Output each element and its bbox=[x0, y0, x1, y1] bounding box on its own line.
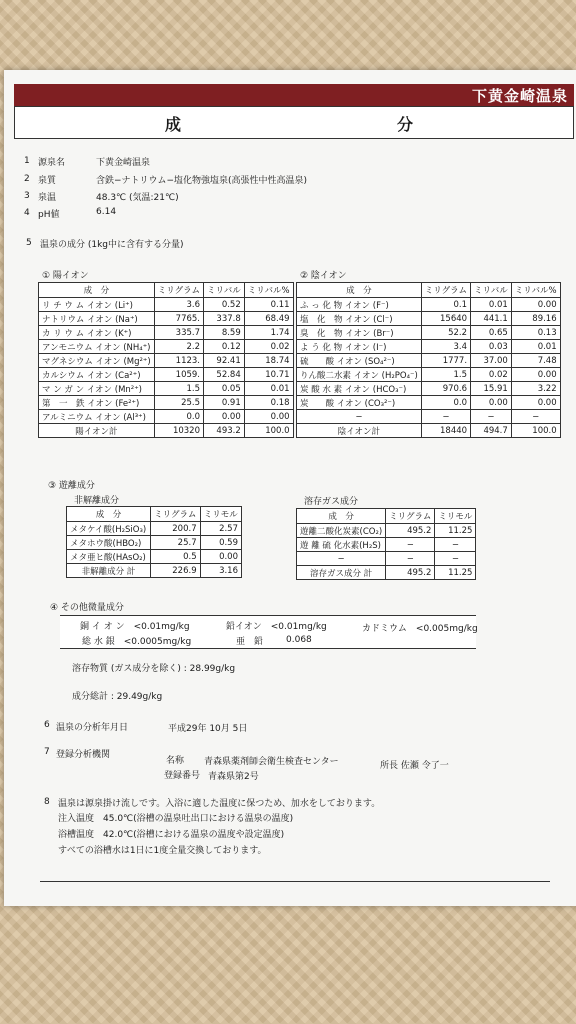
table-row bbox=[39, 410, 294, 424]
value-cell: 89.16 bbox=[511, 312, 560, 326]
header-cell: ミリバル bbox=[204, 283, 245, 298]
value-cell: 0.00 bbox=[200, 550, 241, 564]
total-cell: 18440 bbox=[421, 424, 470, 438]
org-name-label: 名称 bbox=[166, 756, 185, 766]
anions-body bbox=[297, 298, 561, 424]
value-cell: 25.7 bbox=[150, 536, 200, 550]
table-row bbox=[297, 524, 476, 538]
component-name-cell: メタケイ酸(H₂SiO₃) bbox=[67, 522, 151, 536]
banner-title: 下黄金崎温泉 bbox=[471, 87, 568, 105]
item-label: 源泉名 bbox=[38, 158, 66, 168]
total-cell: 10320 bbox=[154, 424, 203, 438]
value-cell: − bbox=[435, 552, 476, 566]
item-number: 4 bbox=[24, 208, 30, 218]
value-cell: 0.01 bbox=[244, 382, 293, 396]
lead-value: 鉛イオン <0.01mg/kg bbox=[226, 622, 327, 632]
table-row bbox=[67, 550, 242, 564]
analysis-date-value: 平成29年 10月 5日 bbox=[168, 724, 248, 734]
value-cell: 337.8 bbox=[204, 312, 245, 326]
table-row bbox=[67, 522, 242, 536]
value-cell: 0.65 bbox=[471, 326, 512, 340]
item-number: 7 bbox=[44, 747, 50, 757]
trace-heading: ④ その他微量成分 bbox=[50, 603, 124, 613]
item-number: 1 bbox=[24, 156, 30, 166]
title-box bbox=[14, 106, 574, 139]
value-cell: − bbox=[386, 538, 435, 552]
total-cell: 100.0 bbox=[244, 424, 293, 438]
table-header-row bbox=[39, 283, 294, 298]
anions-heading: ② 陰イオン bbox=[300, 271, 347, 281]
value-cell: 0.02 bbox=[471, 368, 512, 382]
value-cell: 1.74 bbox=[244, 326, 293, 340]
value-cell: 200.7 bbox=[150, 522, 200, 536]
component-name-cell: アンモニウム イオン (NH₄⁺) bbox=[39, 340, 155, 354]
table-row bbox=[297, 340, 561, 354]
total-row bbox=[67, 564, 242, 578]
value-cell: 11.25 bbox=[435, 524, 476, 538]
director-name: 所長 佐瀬 令了一 bbox=[380, 761, 449, 771]
table-row bbox=[297, 298, 561, 312]
item-value: 48.3℃ (気温:21℃) bbox=[96, 193, 179, 203]
value-cell: 0.13 bbox=[511, 326, 560, 340]
total-row bbox=[39, 424, 294, 438]
total-cell: 100.0 bbox=[511, 424, 560, 438]
component-name-cell: ふ っ 化 物 イオン (F⁻) bbox=[297, 298, 422, 312]
value-cell: 0.01 bbox=[511, 340, 560, 354]
nondiss-table bbox=[66, 506, 242, 578]
value-cell: 0.11 bbox=[244, 298, 293, 312]
table-row bbox=[39, 312, 294, 326]
value-cell: 1777. bbox=[421, 354, 470, 368]
table-row bbox=[67, 536, 242, 550]
value-cell: 495.2 bbox=[386, 524, 435, 538]
table-row bbox=[297, 368, 561, 382]
nondiss-heading: 非解離成分 bbox=[74, 496, 120, 506]
value-cell: 0.03 bbox=[471, 340, 512, 354]
component-name-cell: − bbox=[297, 410, 422, 424]
value-cell: 37.00 bbox=[471, 354, 512, 368]
gas-body bbox=[297, 524, 476, 566]
header-cell: 成 分 bbox=[39, 283, 155, 298]
value-cell: 25.5 bbox=[154, 396, 203, 410]
value-cell: 8.59 bbox=[204, 326, 245, 340]
total-components: 成分総計 : 29.49g/kg bbox=[72, 692, 163, 702]
header-cell: ミリグラム bbox=[421, 283, 470, 298]
value-cell: 7.48 bbox=[511, 354, 560, 368]
value-cell: 0.1 bbox=[421, 298, 470, 312]
analysis-sheet bbox=[4, 70, 576, 906]
value-cell: 92.41 bbox=[204, 354, 245, 368]
component-name-cell: カ リ ウ ム イオン (K⁺) bbox=[39, 326, 155, 340]
value-cell: 15.91 bbox=[471, 382, 512, 396]
page-title: 成 分 bbox=[164, 115, 513, 134]
copper-value: 銅 イ オ ン <0.01mg/kg bbox=[80, 622, 190, 632]
value-cell: − bbox=[421, 410, 470, 424]
total-cell: 494.7 bbox=[471, 424, 512, 438]
table-row bbox=[297, 312, 561, 326]
value-cell: 0.0 bbox=[154, 410, 203, 424]
value-cell: 335.7 bbox=[154, 326, 203, 340]
value-cell: 3.22 bbox=[511, 382, 560, 396]
item-number: 2 bbox=[24, 174, 30, 184]
value-cell: 7765. bbox=[154, 312, 203, 326]
header-banner bbox=[14, 84, 574, 106]
table-header-row bbox=[297, 283, 561, 298]
cations-table bbox=[38, 282, 294, 438]
table-row bbox=[39, 354, 294, 368]
cations-body bbox=[39, 298, 294, 424]
zinc-value: 0.068 bbox=[286, 635, 312, 645]
value-cell: 0.00 bbox=[511, 368, 560, 382]
anions-table bbox=[296, 282, 561, 438]
value-cell: 0.00 bbox=[471, 396, 512, 410]
total-cell: 11.25 bbox=[435, 566, 476, 580]
component-name-cell: アルミニウム イオン (Al³⁺) bbox=[39, 410, 155, 424]
footer-divider bbox=[40, 881, 550, 882]
header-cell: ミリモル bbox=[435, 509, 476, 524]
header-cell: ミリグラム bbox=[386, 509, 435, 524]
component-name-cell: ナトリウム イオン (Na⁺) bbox=[39, 312, 155, 326]
table-row bbox=[39, 340, 294, 354]
section-number: 5 bbox=[26, 238, 32, 248]
cations-heading: ① 陽イオン bbox=[42, 271, 89, 281]
table-row bbox=[297, 354, 561, 368]
item-label: 泉温 bbox=[38, 193, 57, 203]
total-cell: 493.2 bbox=[204, 424, 245, 438]
component-name-cell: 臭 化 物 イオン (Br⁻) bbox=[297, 326, 422, 340]
trace-box bbox=[60, 615, 476, 649]
nondiss-body bbox=[67, 522, 242, 564]
value-cell: 2.2 bbox=[154, 340, 203, 354]
component-name-cell: メタ亜ヒ酸(HAsO₂) bbox=[67, 550, 151, 564]
header-cell: 成 分 bbox=[297, 283, 422, 298]
component-name-cell: カルシウム イオン (Ca²⁺) bbox=[39, 368, 155, 382]
value-cell: 10.71 bbox=[244, 368, 293, 382]
total-row bbox=[297, 566, 476, 580]
total-label: 陽イオン計 bbox=[39, 424, 155, 438]
table-row bbox=[297, 326, 561, 340]
total-cell: 3.16 bbox=[200, 564, 241, 578]
mercury-value: 総 水 銀 <0.0005mg/kg bbox=[82, 637, 192, 647]
value-cell: 3.6 bbox=[154, 298, 203, 312]
component-name-cell: リ チ ウ ム イオン (Li⁺) bbox=[39, 298, 155, 312]
value-cell: 0.00 bbox=[511, 396, 560, 410]
table-row bbox=[297, 552, 476, 566]
table-row bbox=[297, 382, 561, 396]
value-cell: 0.52 bbox=[204, 298, 245, 312]
value-cell: 15640 bbox=[421, 312, 470, 326]
gas-table bbox=[296, 508, 476, 580]
value-cell: 3.4 bbox=[421, 340, 470, 354]
table-row bbox=[297, 410, 561, 424]
header-cell: ミリモル bbox=[200, 507, 241, 522]
registered-label: 登録分析機関 bbox=[56, 750, 111, 760]
header-cell: 成 分 bbox=[67, 507, 151, 522]
value-cell: 970.6 bbox=[421, 382, 470, 396]
note-line: 温泉は源泉掛け流しです。入浴に適した温度に保つため、加水をしております。 bbox=[58, 799, 381, 809]
component-name-cell: 炭 酸 水 素 イオン (HCO₃⁻) bbox=[297, 382, 422, 396]
value-cell: − bbox=[435, 538, 476, 552]
org-name-value: 青森県薬剤師会衛生検査センター bbox=[204, 757, 339, 767]
value-cell: 0.18 bbox=[244, 396, 293, 410]
value-cell: 1123. bbox=[154, 354, 203, 368]
total-row bbox=[297, 424, 561, 438]
cadmium-value: カドミウム <0.005mg/kg bbox=[362, 624, 478, 634]
value-cell: 0.00 bbox=[244, 410, 293, 424]
table-row bbox=[297, 396, 561, 410]
value-cell: 52.84 bbox=[204, 368, 245, 382]
header-cell: 成 分 bbox=[297, 509, 386, 524]
item-label: pH値 bbox=[38, 210, 60, 220]
value-cell: 0.0 bbox=[421, 396, 470, 410]
component-name-cell: 硫 酸 イオン (SO₄²⁻) bbox=[297, 354, 422, 368]
table-row bbox=[39, 368, 294, 382]
header-cell: ミリバル% bbox=[244, 283, 293, 298]
value-cell: 1059. bbox=[154, 368, 203, 382]
value-cell: − bbox=[471, 410, 512, 424]
table-row bbox=[297, 538, 476, 552]
value-cell: 0.05 bbox=[204, 382, 245, 396]
item-value: 6.14 bbox=[96, 207, 117, 217]
value-cell: 0.91 bbox=[204, 396, 245, 410]
total-label: 非解離成分 計 bbox=[67, 564, 151, 578]
item-value: 下黄金崎温泉 bbox=[96, 158, 151, 168]
value-cell: 1.5 bbox=[421, 368, 470, 382]
zinc-label: 亜 鉛 bbox=[236, 637, 264, 647]
item-number: 6 bbox=[44, 720, 50, 730]
table-row bbox=[39, 298, 294, 312]
total-label: 溶存ガス成分 計 bbox=[297, 566, 386, 580]
value-cell: 0.00 bbox=[511, 298, 560, 312]
component-name-cell: 炭 酸 イオン (CO₃²⁻) bbox=[297, 396, 422, 410]
component-name-cell: マグネシウム イオン (Mg²⁺) bbox=[39, 354, 155, 368]
reg-number-label: 登録番号 bbox=[164, 771, 201, 781]
header-cell: ミリバル% bbox=[511, 283, 560, 298]
component-name-cell: りん酸二水素 イオン (H₂PO₄⁻) bbox=[297, 368, 422, 382]
table-header-row bbox=[297, 509, 476, 524]
item-number: 3 bbox=[24, 191, 30, 201]
item-value: 含鉄−ナトリウム−塩化物強塩泉(高張性中性高温泉) bbox=[96, 176, 308, 186]
component-name-cell: マ ン ガ ン イオン (Mn²⁺) bbox=[39, 382, 155, 396]
value-cell: 0.5 bbox=[150, 550, 200, 564]
reg-number-value: 青森県第2号 bbox=[208, 772, 259, 782]
note-line: 浴槽温度 42.0℃(浴槽における温泉の温度や設定温度) bbox=[58, 830, 285, 840]
component-name-cell: 第 一 鉄 イオン (Fe²⁺) bbox=[39, 396, 155, 410]
value-cell: 52.2 bbox=[421, 326, 470, 340]
gas-heading: 溶存ガス成分 bbox=[304, 497, 359, 507]
total-cell: 226.9 bbox=[150, 564, 200, 578]
value-cell: 0.00 bbox=[204, 410, 245, 424]
value-cell: 18.74 bbox=[244, 354, 293, 368]
header-cell: ミリグラム bbox=[154, 283, 203, 298]
value-cell: 1.5 bbox=[154, 382, 203, 396]
header-cell: ミリバル bbox=[471, 283, 512, 298]
value-cell: 0.02 bbox=[244, 340, 293, 354]
analysis-date-label: 温泉の分析年月日 bbox=[56, 723, 129, 733]
component-name-cell: メタホウ酸(HBO₂) bbox=[67, 536, 151, 550]
value-cell: 68.49 bbox=[244, 312, 293, 326]
item-number: 8 bbox=[44, 797, 50, 807]
dissolved-matter: 溶存物質 (ガス成分を除く) : 28.99g/kg bbox=[72, 664, 236, 674]
component-name-cell: 遊 離 硫 化水素(H₂S) bbox=[297, 538, 386, 552]
table-header-row bbox=[67, 507, 242, 522]
table-row bbox=[39, 396, 294, 410]
value-cell: 441.1 bbox=[471, 312, 512, 326]
value-cell: 0.12 bbox=[204, 340, 245, 354]
value-cell: 0.59 bbox=[200, 536, 241, 550]
component-name-cell: よ う 化 物 イオン (I⁻) bbox=[297, 340, 422, 354]
value-cell: − bbox=[386, 552, 435, 566]
total-label: 陰イオン計 bbox=[297, 424, 422, 438]
free-heading: ③ 遊離成分 bbox=[48, 481, 95, 491]
value-cell: 0.01 bbox=[471, 298, 512, 312]
item-label: 泉質 bbox=[38, 176, 57, 186]
table-row bbox=[39, 382, 294, 396]
total-cell: 495.2 bbox=[386, 566, 435, 580]
component-name-cell: 塩 化 物 イオン (Cl⁻) bbox=[297, 312, 422, 326]
table-row bbox=[39, 326, 294, 340]
value-cell: 2.57 bbox=[200, 522, 241, 536]
note-line: すべての浴槽水は1日に1度全量交換しております。 bbox=[58, 846, 267, 856]
value-cell: − bbox=[511, 410, 560, 424]
component-name-cell: 遊離二酸化炭素(CO₂) bbox=[297, 524, 386, 538]
note-line: 注入温度 45.0℃(浴槽の温泉吐出口における温泉の温度) bbox=[58, 814, 294, 824]
section-title: 温泉の成分 (1kg中に含有する分量) bbox=[40, 240, 184, 250]
header-cell: ミリグラム bbox=[150, 507, 200, 522]
component-name-cell: − bbox=[297, 552, 386, 566]
